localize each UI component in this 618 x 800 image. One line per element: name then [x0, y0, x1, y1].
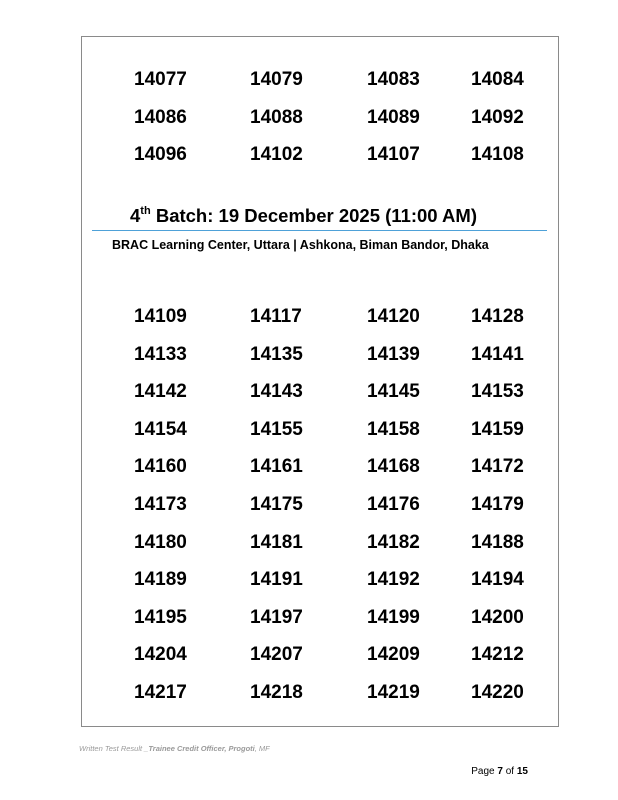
table-row	[82, 380, 558, 404]
table-row	[82, 568, 558, 592]
roll-number: 14153	[471, 381, 524, 403]
roll-number: 14195	[134, 606, 187, 628]
page-frame	[81, 36, 559, 727]
roll-number: 14200	[471, 606, 524, 628]
roll-number: 14079	[250, 69, 303, 90]
table-row	[82, 531, 558, 555]
table-row	[82, 681, 558, 705]
footer-doc-suffix: , MF	[254, 744, 270, 753]
roll-number: 14161	[250, 456, 303, 478]
roll-number: 14220	[471, 682, 524, 703]
page-total: 15	[516, 766, 528, 777]
table-row	[82, 305, 558, 329]
roll-number: 14212	[471, 644, 524, 666]
roll-number: 14218	[250, 682, 303, 703]
roll-number: 14108	[471, 144, 524, 166]
roll-number: 14142	[134, 381, 187, 403]
roll-number: 14102	[250, 144, 303, 166]
roll-number: 14182	[367, 531, 420, 553]
table-row	[82, 643, 558, 667]
heading-underline	[92, 230, 547, 231]
footer-document-title	[79, 744, 270, 753]
roll-number: 14172	[471, 456, 524, 478]
roll-number: 14139	[367, 343, 420, 365]
roll-number: 14086	[134, 106, 187, 128]
roll-number: 14180	[134, 531, 187, 553]
table-row	[82, 493, 558, 517]
roll-number: 14219	[367, 682, 420, 703]
roll-number: 14145	[367, 381, 420, 403]
roll-number: 14160	[134, 456, 187, 478]
batch-ordinal-suffix: th	[140, 204, 151, 217]
page-number	[471, 766, 528, 777]
roll-number: 14159	[471, 418, 524, 440]
batch-number: 4	[130, 205, 141, 226]
roll-number: 14133	[134, 343, 187, 365]
table-row	[82, 455, 558, 479]
table-row	[82, 418, 558, 442]
roll-number: 14181	[250, 531, 303, 553]
roll-number: 14189	[134, 569, 187, 591]
roll-number: 14089	[367, 106, 420, 128]
roll-number: 14217	[134, 682, 187, 703]
page-current: 7	[497, 766, 503, 777]
roll-number: 14175	[250, 494, 303, 515]
roll-number: 14117	[250, 306, 302, 327]
roll-number: 14135	[250, 343, 303, 365]
roll-number: 14191	[250, 569, 303, 591]
roll-number: 14077	[134, 69, 187, 90]
footer-doc-prefix: Written Test Result _	[79, 744, 149, 753]
roll-number: 14109	[134, 306, 187, 327]
roll-number: 14107	[367, 144, 420, 166]
table-row	[82, 143, 558, 167]
roll-number: 14128	[471, 306, 524, 327]
table-row	[82, 106, 558, 130]
roll-number: 14096	[134, 144, 187, 166]
roll-number: 14155	[250, 418, 303, 440]
roll-number: 14204	[134, 644, 187, 666]
table-row	[82, 343, 558, 367]
roll-number: 14176	[367, 494, 420, 515]
page-of: of	[502, 766, 517, 777]
footer-doc-title: Trainee Credit Officer, Progoti	[148, 744, 255, 753]
roll-number: 14179	[471, 494, 524, 515]
table-row	[82, 68, 558, 92]
batch-title: Batch: 19 December 2025 (11:00 AM)	[150, 205, 477, 226]
roll-number: 14168	[367, 456, 420, 478]
roll-number: 14143	[250, 381, 303, 403]
roll-number: 14154	[134, 418, 187, 440]
batch-heading	[130, 203, 477, 229]
roll-number: 14194	[471, 569, 524, 591]
roll-number: 14092	[471, 106, 524, 128]
roll-number: 14197	[250, 606, 303, 628]
roll-number: 14207	[250, 644, 303, 666]
roll-number: 14188	[471, 531, 524, 553]
roll-number: 14209	[367, 644, 420, 666]
roll-number: 14173	[134, 494, 187, 515]
roll-number: 14083	[367, 69, 420, 90]
roll-number: 14158	[367, 418, 420, 440]
roll-number: 14084	[471, 69, 524, 90]
roll-number: 14192	[367, 569, 420, 591]
roll-number: 14199	[367, 606, 420, 628]
batch-venue: BRAC Learning Center, Uttara | Ashkona, Biman Bandor, Dhaka	[112, 238, 489, 252]
roll-number: 14088	[250, 106, 303, 128]
page-word: Page	[471, 766, 498, 777]
roll-number: 14120	[367, 306, 420, 327]
table-row	[82, 606, 558, 630]
roll-number: 14141	[471, 343, 524, 365]
